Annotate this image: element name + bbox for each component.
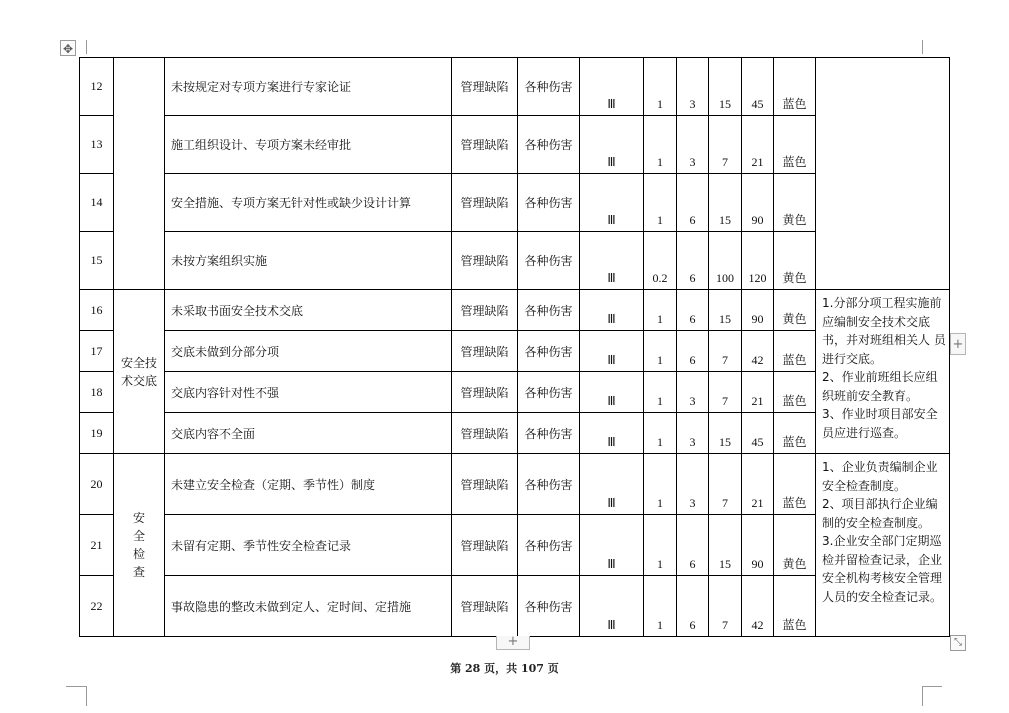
- value-e: 6: [677, 331, 709, 372]
- harm-type: 各种伤害: [518, 232, 580, 290]
- measure-text: 2、项目部执行企业编制的安全检查制度。: [822, 497, 938, 530]
- hazard-item: 未建立安全检查（定期、季节性）制度: [165, 454, 452, 515]
- risk-level: 蓝色: [774, 372, 816, 413]
- crop-mark: [922, 686, 942, 687]
- measure-text: 3.企业安全部门定期巡检并留检查记录，企业安全机构考核安全管理人员的安全检查记录。: [822, 534, 943, 604]
- measure-text: 3、作业时项目部安全员应进行巡查。: [822, 407, 938, 440]
- value-d: 45: [742, 413, 774, 454]
- add-row-plus-icon[interactable]: +: [496, 636, 530, 650]
- risk-grade: Ⅲ: [580, 515, 644, 576]
- value-c: 7: [709, 454, 742, 515]
- risk-level: 蓝色: [774, 331, 816, 372]
- hazard-item: 未按方案组织实施: [165, 232, 452, 290]
- measures-tech-disclosure: [816, 290, 950, 454]
- row-number: 15: [80, 232, 114, 290]
- value-c: 15: [709, 515, 742, 576]
- measure-text: 1.分部分项工程实施前应编制安全技术交底书，并对班组相关人 员进行交底。: [822, 296, 946, 366]
- risk-grade: Ⅲ: [580, 454, 644, 515]
- hazard-type: 管理缺陷: [452, 116, 518, 174]
- risk-level: 蓝色: [774, 576, 816, 637]
- harm-type: 各种伤害: [518, 290, 580, 331]
- value-d: 45: [742, 58, 774, 116]
- row-number: 16: [80, 290, 114, 331]
- value-l: 1: [644, 372, 677, 413]
- measure-text: 1、企业负责编制企业安全检查制度。: [822, 460, 938, 493]
- value-d: 21: [742, 454, 774, 515]
- value-l: 1: [644, 58, 677, 116]
- crop-mark: [86, 40, 87, 54]
- value-c: 15: [709, 58, 742, 116]
- value-e: 3: [677, 372, 709, 413]
- risk-grade: Ⅲ: [580, 58, 644, 116]
- value-c: 100: [709, 232, 742, 290]
- category-safety-inspection: 安全检查: [114, 454, 165, 637]
- value-l: 1: [644, 174, 677, 232]
- risk-level: 黄色: [774, 174, 816, 232]
- value-l: 1: [644, 331, 677, 372]
- harm-type: 各种伤害: [518, 331, 580, 372]
- risk-grade: Ⅲ: [580, 290, 644, 331]
- value-e: 6: [677, 290, 709, 331]
- hazard-type: 管理缺陷: [452, 174, 518, 232]
- value-e: 6: [677, 576, 709, 637]
- risk-level: 蓝色: [774, 58, 816, 116]
- table-row: [80, 58, 950, 116]
- risk-grade: Ⅲ: [580, 413, 644, 454]
- measures-safety-inspection: [816, 454, 950, 637]
- hazard-item: 未采取书面安全技术交底: [165, 290, 452, 331]
- hazard-item: 交底内容不全面: [165, 413, 452, 454]
- risk-level: 蓝色: [774, 116, 816, 174]
- risk-level: 黄色: [774, 515, 816, 576]
- risk-level: 蓝色: [774, 454, 816, 515]
- value-d: 42: [742, 576, 774, 637]
- harm-type: 各种伤害: [518, 174, 580, 232]
- risk-grade: Ⅲ: [580, 372, 644, 413]
- hazard-item: 交底未做到分部分项: [165, 331, 452, 372]
- risk-grade: Ⅲ: [580, 331, 644, 372]
- value-d: 90: [742, 174, 774, 232]
- hazard-item: 未留有定期、季节性安全检查记录: [165, 515, 452, 576]
- value-l: 1: [644, 515, 677, 576]
- value-l: 1: [644, 290, 677, 331]
- table-row: [80, 454, 950, 515]
- risk-level: 蓝色: [774, 413, 816, 454]
- hazard-item: 交底内容针对性不强: [165, 372, 452, 413]
- hazard-type: 管理缺陷: [452, 372, 518, 413]
- hazard-type: 管理缺陷: [452, 331, 518, 372]
- hazard-type: 管理缺陷: [452, 515, 518, 576]
- value-e: 3: [677, 413, 709, 454]
- row-number: 19: [80, 413, 114, 454]
- value-d: 90: [742, 515, 774, 576]
- value-c: 7: [709, 576, 742, 637]
- table-row: [80, 290, 950, 331]
- hazard-item: 未按规定对专项方案进行专家论证: [165, 58, 452, 116]
- hazard-type: 管理缺陷: [452, 290, 518, 331]
- category-cell: [114, 58, 165, 290]
- row-number: 13: [80, 116, 114, 174]
- row-number: 14: [80, 174, 114, 232]
- value-e: 6: [677, 515, 709, 576]
- value-l: 1: [644, 454, 677, 515]
- table-move-handle-icon[interactable]: ✥: [60, 40, 76, 56]
- value-e: 3: [677, 116, 709, 174]
- hazard-type: 管理缺陷: [452, 58, 518, 116]
- hazard-item: 施工组织设计、专项方案未经审批: [165, 116, 452, 174]
- value-d: 21: [742, 116, 774, 174]
- value-l: 1: [644, 413, 677, 454]
- value-d: 42: [742, 331, 774, 372]
- value-e: 3: [677, 454, 709, 515]
- table-resize-handle-icon[interactable]: ⤡: [950, 635, 966, 651]
- harm-type: 各种伤害: [518, 372, 580, 413]
- value-d: 120: [742, 232, 774, 290]
- harm-type: 各种伤害: [518, 576, 580, 637]
- risk-level: 黄色: [774, 290, 816, 331]
- risk-assessment-table: [79, 57, 950, 637]
- crop-mark: [86, 686, 87, 706]
- measures-cell: [816, 58, 950, 290]
- hazard-type: 管理缺陷: [452, 576, 518, 637]
- row-number: 12: [80, 58, 114, 116]
- value-e: 6: [677, 232, 709, 290]
- harm-type: 各种伤害: [518, 515, 580, 576]
- row-number: 22: [80, 576, 114, 637]
- risk-grade: Ⅲ: [580, 576, 644, 637]
- row-number: 20: [80, 454, 114, 515]
- harm-type: 各种伤害: [518, 413, 580, 454]
- row-number: 17: [80, 331, 114, 372]
- value-d: 21: [742, 372, 774, 413]
- value-c: 15: [709, 413, 742, 454]
- value-l: 0.2: [644, 232, 677, 290]
- hazard-item: 安全措施、专项方案无针对性或缺少设计计算: [165, 174, 452, 232]
- crop-mark: [922, 686, 923, 706]
- measure-text: 2、作业前班组长应组织班前安全教育。: [822, 370, 938, 403]
- row-number: 18: [80, 372, 114, 413]
- value-d: 90: [742, 290, 774, 331]
- add-column-plus-icon[interactable]: +: [950, 333, 966, 355]
- value-c: 15: [709, 174, 742, 232]
- hazard-type: 管理缺陷: [452, 232, 518, 290]
- row-number: 21: [80, 515, 114, 576]
- crop-mark: [922, 40, 923, 54]
- harm-type: 各种伤害: [518, 116, 580, 174]
- category-tech-disclosure: 安全技术交底: [114, 290, 165, 454]
- harm-type: 各种伤害: [518, 454, 580, 515]
- hazard-type: 管理缺陷: [452, 413, 518, 454]
- value-c: 15: [709, 290, 742, 331]
- value-l: 1: [644, 116, 677, 174]
- value-c: 7: [709, 331, 742, 372]
- crop-mark: [66, 686, 86, 687]
- risk-grade: Ⅲ: [580, 174, 644, 232]
- value-l: 1: [644, 576, 677, 637]
- risk-level: 黄色: [774, 232, 816, 290]
- hazard-type: 管理缺陷: [452, 454, 518, 515]
- page-number-footer: 第 28 页，共 107 页: [450, 662, 559, 675]
- value-e: 3: [677, 58, 709, 116]
- value-e: 6: [677, 174, 709, 232]
- risk-grade: Ⅲ: [580, 232, 644, 290]
- hazard-item: 事故隐患的整改未做到定人、定时间、定措施: [165, 576, 452, 637]
- value-c: 7: [709, 372, 742, 413]
- harm-type: 各种伤害: [518, 58, 580, 116]
- risk-grade: Ⅲ: [580, 116, 644, 174]
- value-c: 7: [709, 116, 742, 174]
